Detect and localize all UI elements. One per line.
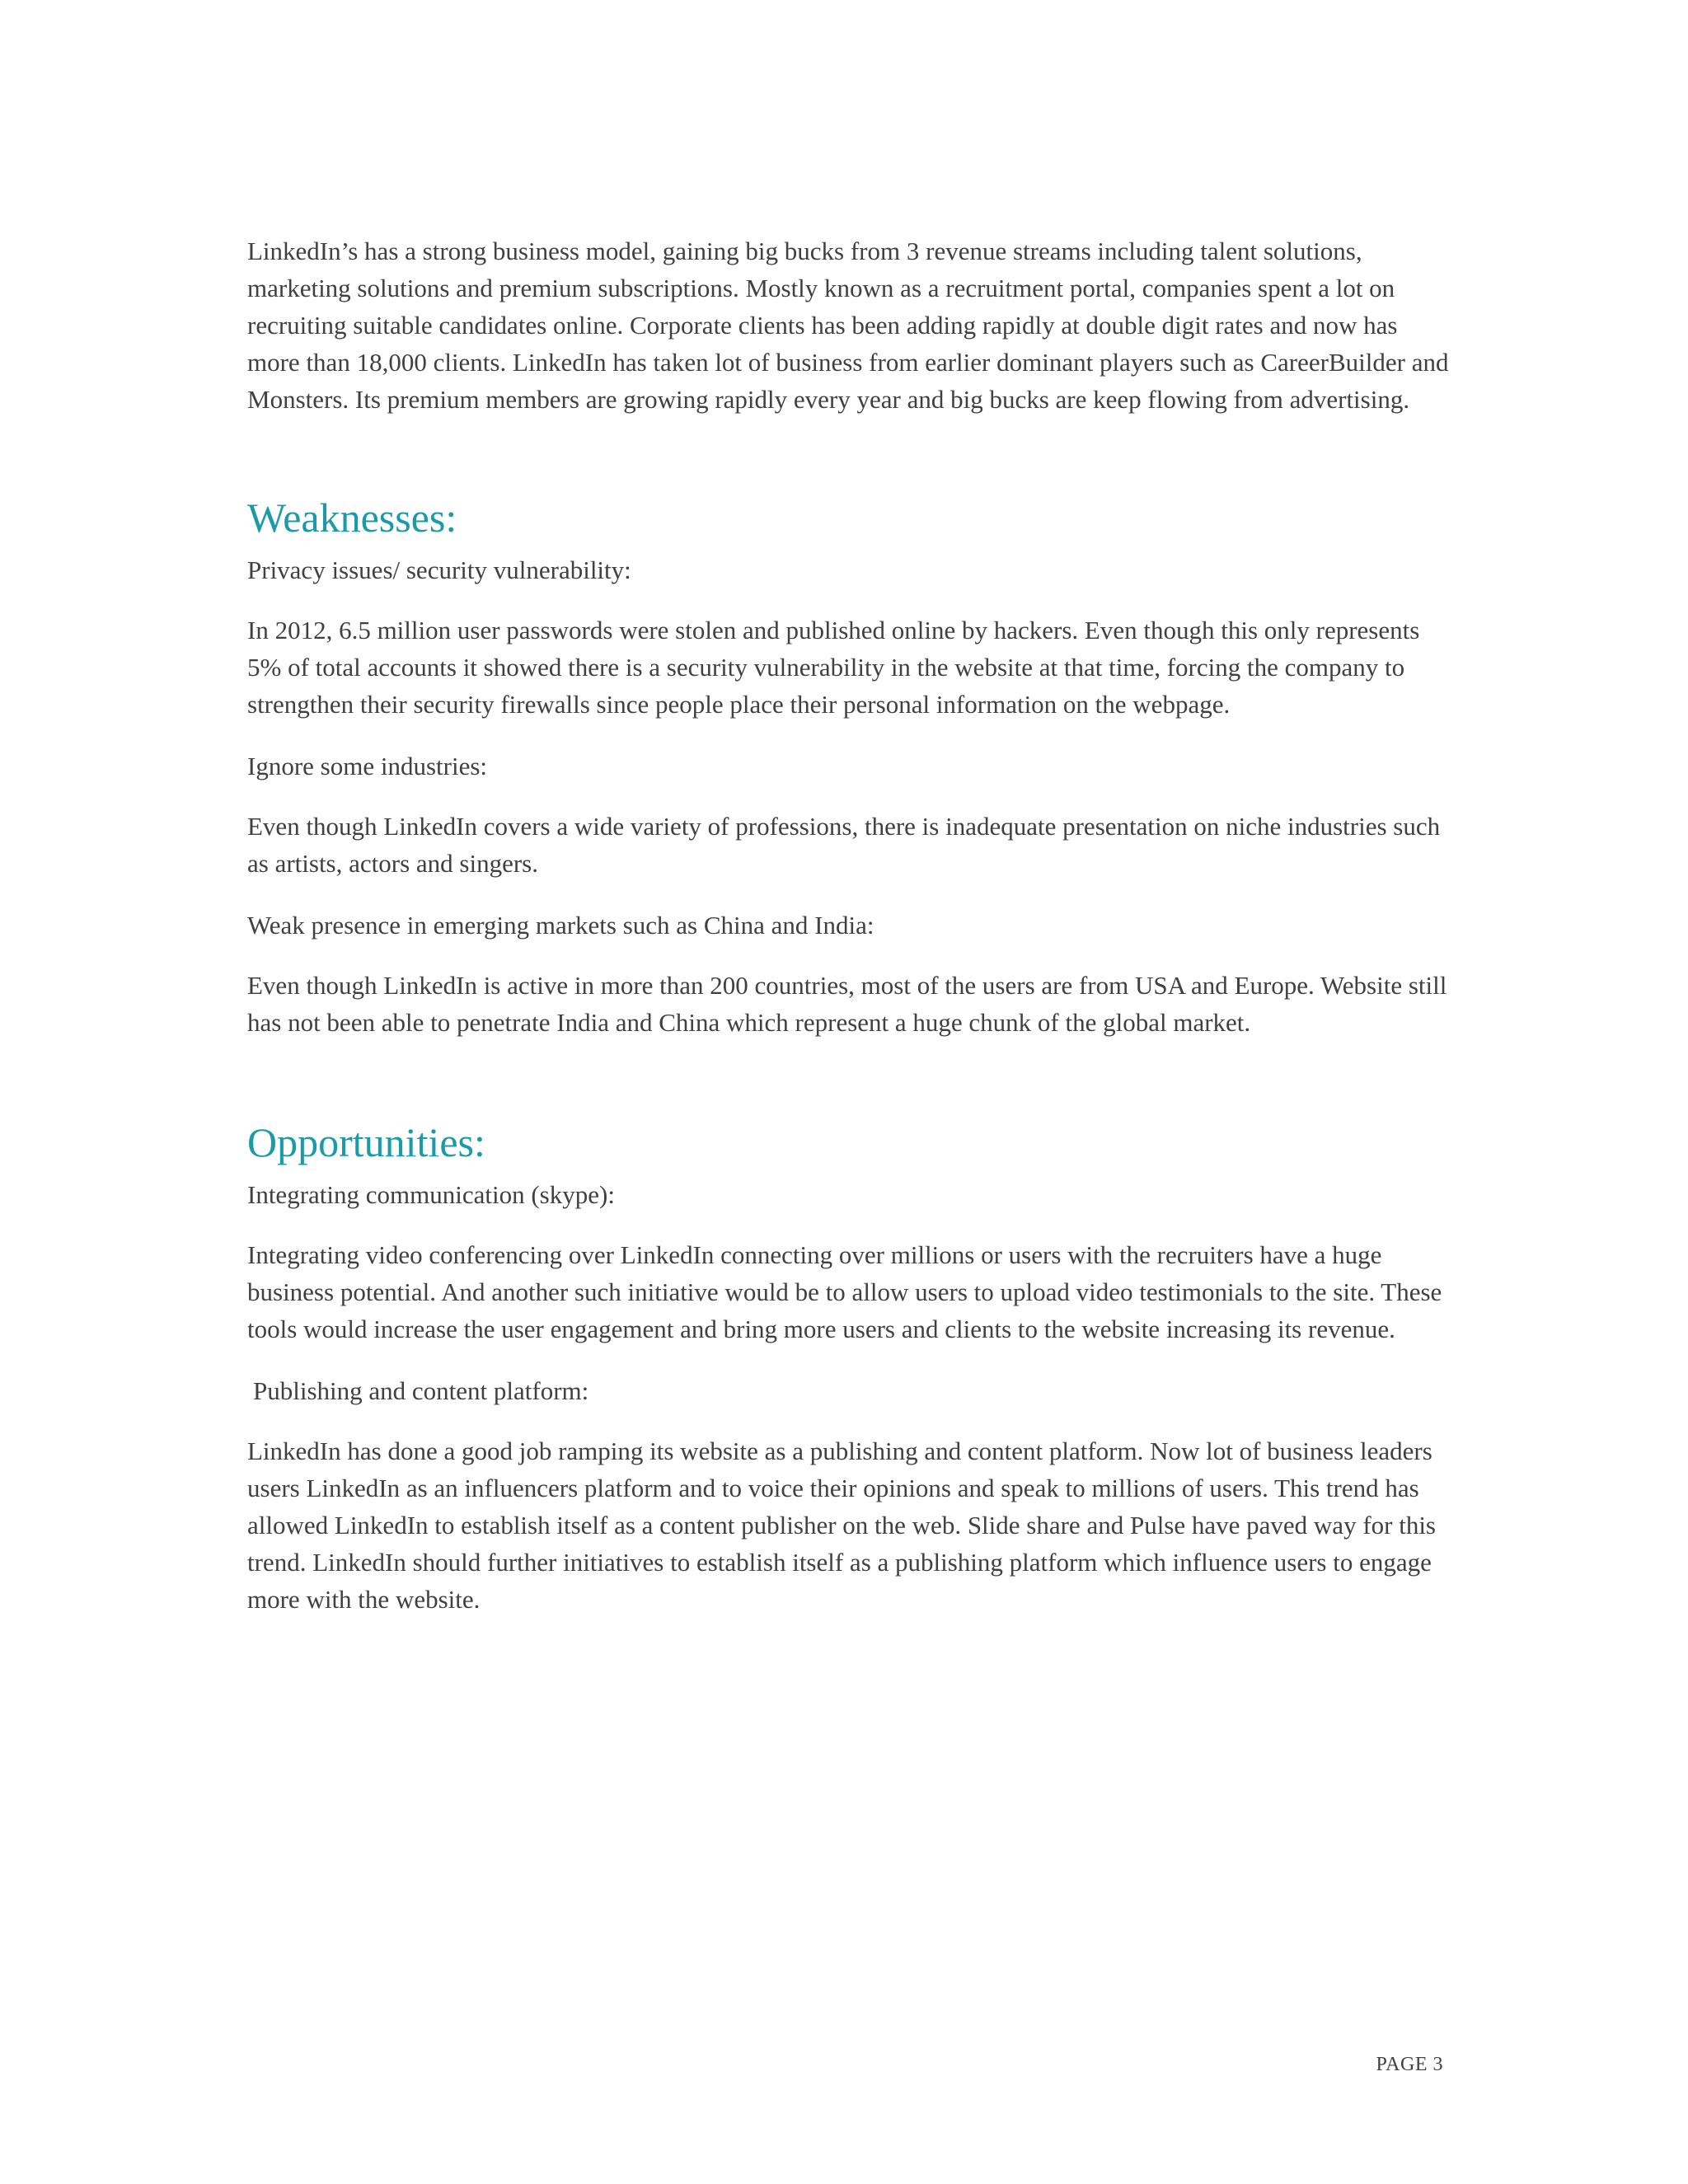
opportunity-body-communication: Integrating video conferencing over LinkedIn connecting over millions or users with the recruiters have a huge business potential. And another such initiative would be to allow users to upload video testimonials to the site. These tools would increase the user engagement and bring more users and clients to the website increasing its revenue. bbox=[247, 1240, 1442, 1343]
opportunity-body-publishing: LinkedIn has done a good job ramping its website as a publishing and content platform. Now lot of business leaders users LinkedIn as an influencers platform and to voice their opinions and speak to millions of users. This trend has allowed LinkedIn to establish itself as a content publisher on the web. Slide share and Pulse have paved way for this trend. LinkedIn should further initiatives to establish itself as a publishing platform which influence users to engage more with the website. bbox=[247, 1436, 1436, 1614]
page-content bbox=[247, 232, 1451, 1643]
weakness-subheading-industries: Ignore some industries: bbox=[247, 752, 488, 780]
opportunities-heading: Opportunities: bbox=[247, 1119, 485, 1165]
weakness-body-emerging-markets: Even though LinkedIn is active in more than 200 countries, most of the users are from USA and Europe. Website still has not been able to penetrate India and China which represent a huge chunk of the global market. bbox=[247, 971, 1447, 1037]
opportunity-subheading-communication: Integrating communication (skype): bbox=[247, 1180, 615, 1209]
weakness-subheading-emerging-markets: Weak presence in emerging markets such as China and India: bbox=[247, 911, 874, 940]
page-number: PAGE 3 bbox=[1376, 2054, 1443, 2075]
weaknesses-section bbox=[247, 492, 1451, 1041]
intro-paragraph: LinkedIn’s has a strong business model, gaining big bucks from 3 revenue streams including talent solutions, marketing solutions and premium subscriptions. Mostly known as a recruitment portal, companies spent a lot on recruiting suitable candidates online. Corporate clients has been adding rapidly at double digit rates and now has more than 18,000 clients. LinkedIn has taken lot of business from earlier dominant players such as CareerBuilder and Monsters. Its premium members are growing rapidly every year and big bucks are keep flowing from advertising. bbox=[247, 237, 1449, 414]
weakness-subheading-privacy: Privacy issues/ security vulnerability: bbox=[247, 555, 631, 584]
weakness-body-privacy: In 2012, 6.5 million user passwords were stolen and published online by hackers. Even though this only represents 5% of total accounts it showed there is a security vulnerability in the website at that time, forcing the company to strengthen their security firewalls since people place their personal information on the webpage. bbox=[247, 616, 1420, 719]
opportunities-section bbox=[247, 1117, 1451, 1618]
weakness-body-industries: Even though LinkedIn covers a wide variety of professions, there is inadequate presentation on niche industries such as artists, actors and singers. bbox=[247, 812, 1441, 878]
weaknesses-heading: Weaknesses: bbox=[247, 494, 457, 541]
opportunity-subheading-publishing: Publishing and content platform: bbox=[253, 1376, 589, 1405]
